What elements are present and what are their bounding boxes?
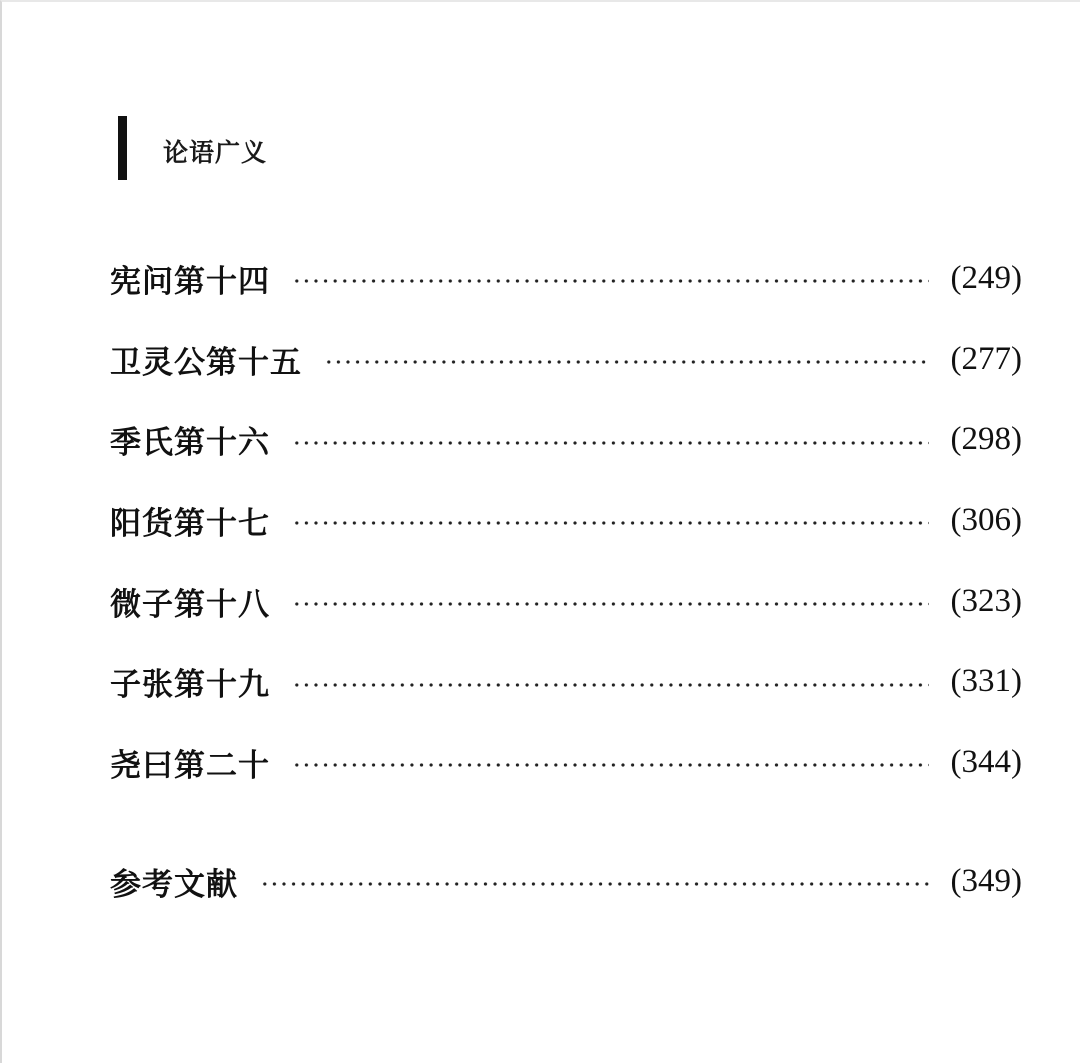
toc-entry-page: (323) (950, 582, 1022, 619)
toc-entry-page: (344) (950, 743, 1022, 780)
dot-leader (292, 763, 929, 767)
book-title: 论语广义 (163, 138, 268, 167)
dot-leader (292, 602, 929, 606)
toc-entry[interactable] (110, 480, 1022, 561)
toc-entry[interactable] (110, 561, 1022, 642)
toc-entry-title: 宪问第十四 (110, 263, 270, 300)
toc-entry[interactable] (110, 641, 1022, 722)
toc-entry-page: (277) (950, 340, 1022, 377)
running-head-bar (118, 116, 127, 180)
dot-leader (292, 279, 929, 283)
dot-leader (260, 882, 929, 886)
toc-entry-title: 卫灵公第十五 (110, 344, 302, 381)
toc-entry-page: (306) (950, 501, 1022, 538)
toc-entry-title: 季氏第十六 (110, 425, 270, 462)
toc-entry[interactable] (110, 722, 1022, 803)
toc-entry-title: 尧曰第二十 (110, 747, 270, 784)
toc-entry[interactable] (110, 238, 1022, 319)
dot-leader (324, 360, 929, 364)
toc-entry-references[interactable] (110, 841, 1022, 922)
toc-entry[interactable] (110, 399, 1022, 480)
dot-leader (292, 683, 929, 687)
dot-leader (292, 521, 929, 525)
toc-entry[interactable] (110, 319, 1022, 400)
toc-entry-page: (331) (950, 663, 1022, 700)
toc-entry-title: 子张第十九 (110, 667, 270, 704)
toc-entry-page: (349) (950, 862, 1022, 899)
dot-leader (292, 441, 929, 445)
table-of-contents (110, 238, 1022, 922)
toc-entry-title: 阳货第十七 (110, 505, 270, 542)
toc-entry-title: 微子第十八 (110, 586, 270, 623)
toc-entry-page: (298) (950, 421, 1022, 458)
toc-entry-title: 参考文献 (110, 866, 238, 903)
running-head (118, 116, 267, 180)
toc-entry-page: (249) (950, 259, 1022, 296)
